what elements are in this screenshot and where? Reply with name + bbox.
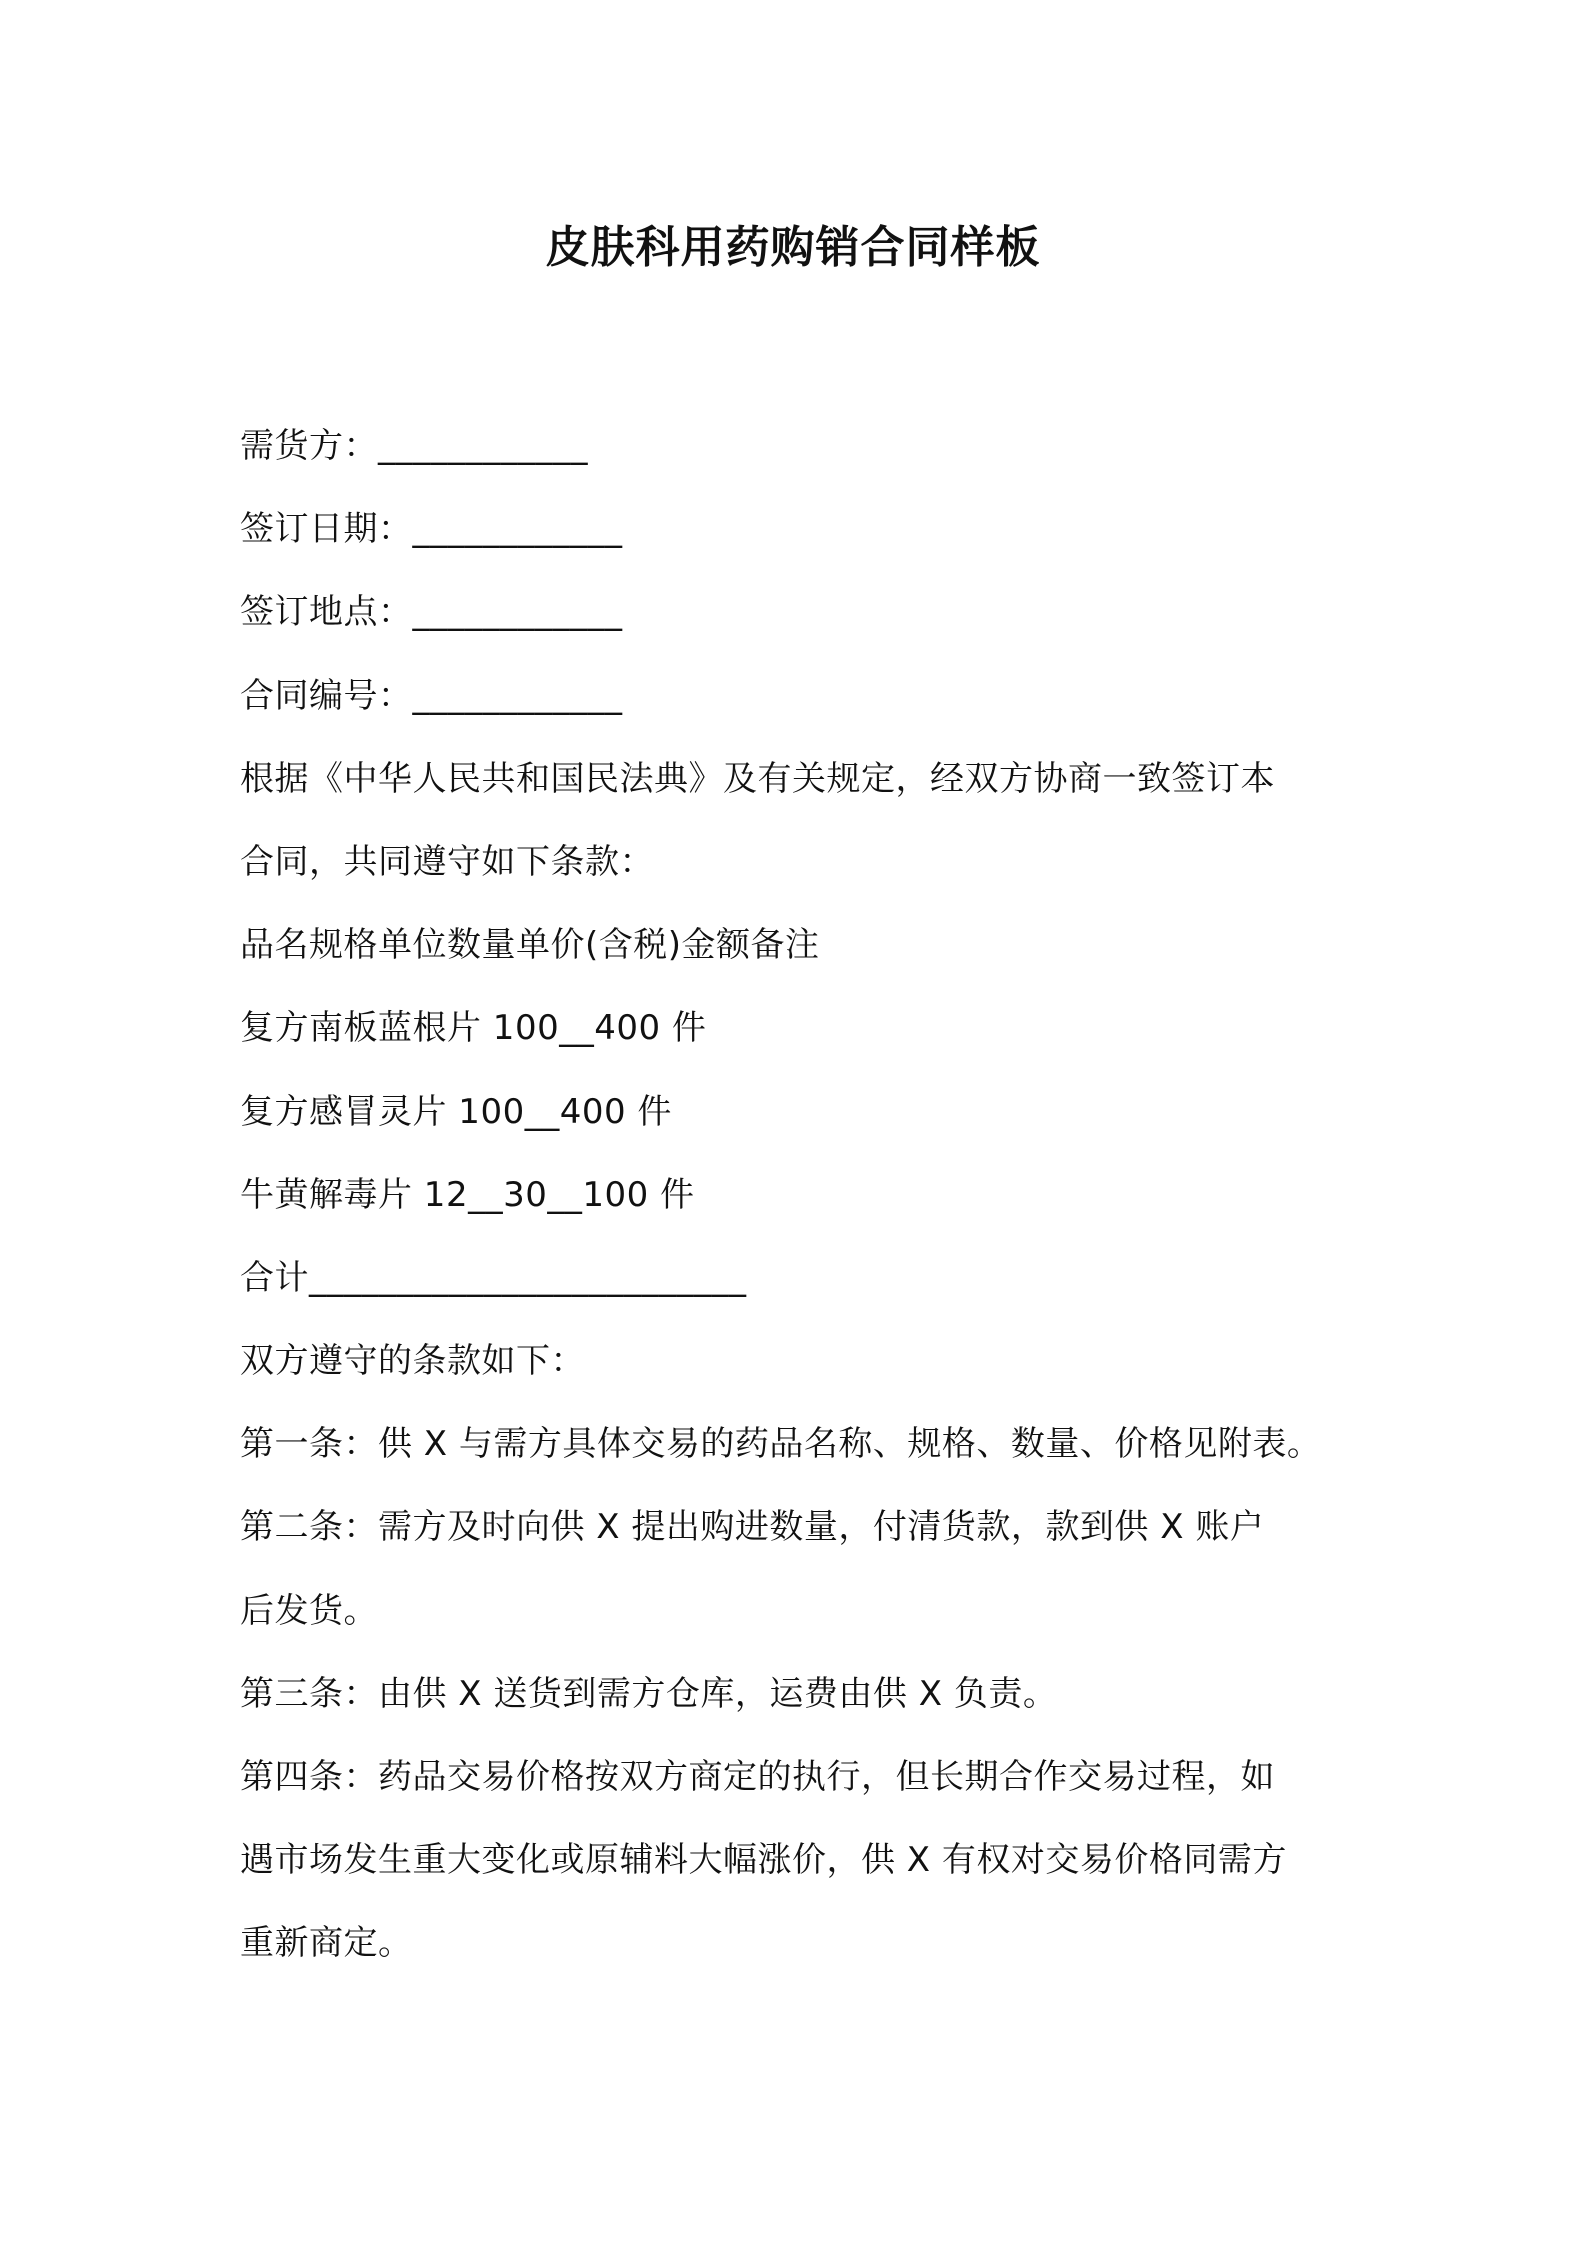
product-row: 牛黄解毒片 12__30__100 件 bbox=[240, 1174, 695, 1215]
article-2-line-2: 后发货。 bbox=[240, 1590, 378, 1631]
article-4-line-3: 重新商定。 bbox=[240, 1923, 413, 1964]
preamble-line-1: 根据《中华人民共和国民法典》及有关规定，经双方协商一致签订本 bbox=[240, 758, 1275, 799]
field-buyer: 需货方：____________ bbox=[240, 426, 588, 466]
field-sign-place: 签订地点：____________ bbox=[240, 592, 623, 633]
article-4-line-1: 第四条：药品交易价格按双方商定的执行，但长期合作交易过程，如 bbox=[240, 1757, 1275, 1797]
document-body bbox=[240, 405, 1360, 1986]
field-contract-number: 合同编号：____________ bbox=[240, 675, 623, 716]
preamble-line-2: 合同，共同遵守如下条款： bbox=[240, 841, 654, 882]
product-table-header: 品名规格单位数量单价(含税)金额备注 bbox=[240, 925, 820, 966]
article-3: 第三条：由供 X 送货到需方仓库，运费由供 X 负责。 bbox=[240, 1673, 1058, 1714]
article-2-line-1: 第二条：需方及时向供 X 提出购进数量，付清货款，款到供 X 账户 bbox=[240, 1507, 1265, 1548]
article-4-line-2: 遇市场发生重大变化或原辅料大幅涨价，供 X 有权对交易价格同需方 bbox=[240, 1840, 1287, 1881]
field-sign-date: 签订日期：____________ bbox=[240, 509, 623, 550]
product-row: 复方南板蓝根片 100__400 件 bbox=[240, 1008, 707, 1049]
total-line: 合计_________________________ bbox=[240, 1257, 747, 1298]
terms-heading: 双方遵守的条款如下： bbox=[240, 1341, 585, 1382]
document-title: 皮肤科用药购销合同样板 bbox=[545, 222, 1041, 273]
product-row: 复方感冒灵片 100__400 件 bbox=[240, 1091, 672, 1132]
article-1: 第一条：供 X 与需方具体交易的药品名称、规格、数量、价格见附表。 bbox=[240, 1424, 1322, 1465]
